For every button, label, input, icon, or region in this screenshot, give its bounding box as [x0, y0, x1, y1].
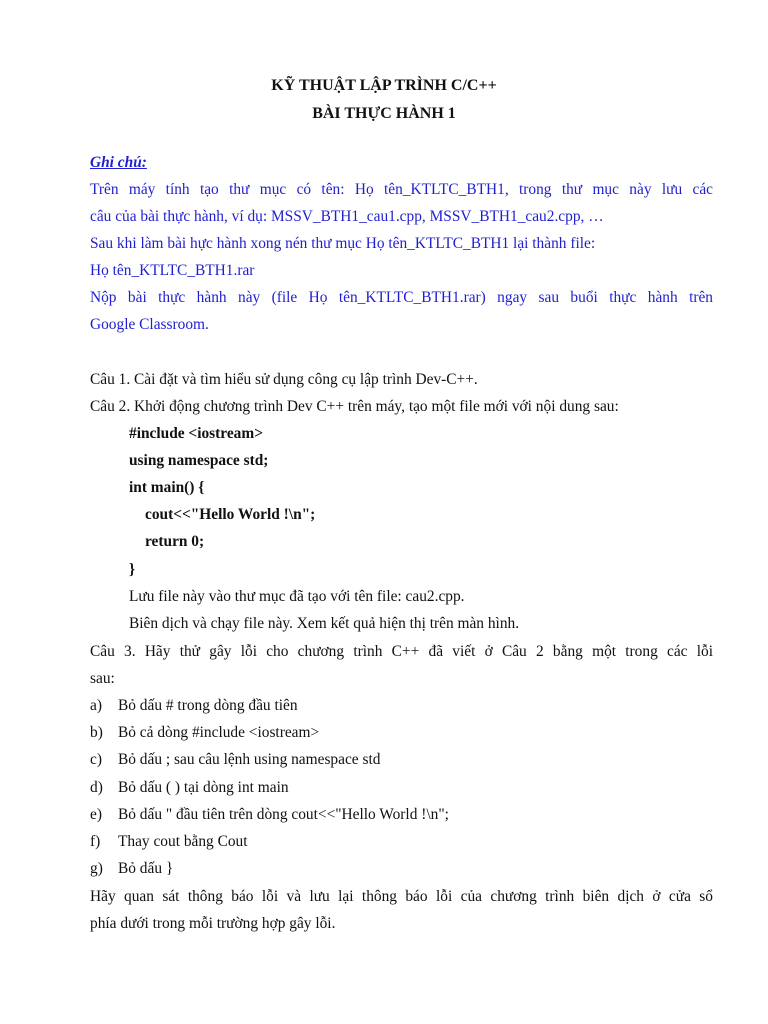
note-line-3: Sau khi làm bài hực hành xong nén thư mục Họ tên_KTLTC_BTH1 lại thành file:: [90, 235, 596, 252]
question-1: Câu 1. Cài đặt và tìm hiểu sử dụng công cụ lập trình Dev-C++.: [90, 371, 478, 388]
list-item: [90, 859, 173, 879]
code-line-3: int main() {: [129, 479, 205, 496]
q3-closing-1: Hãy quan sát thông báo lỗi và lưu lại thông báo lỗi của chương trình biên dịch ở cửa sổ: [90, 888, 713, 905]
note-line-4: Họ tên_KTLTC_BTH1.rar: [90, 262, 255, 279]
list-item: [90, 805, 449, 825]
q3-closing-2: phía dưới trong mỗi trường hợp gây lỗi.: [90, 915, 336, 932]
list-marker: e): [90, 806, 102, 823]
question-3: Câu 3. Hãy thử gây lỗi cho chương trình C++ đã viết ở Câu 2 bằng một trong các lỗi: [90, 643, 713, 660]
list-item: [90, 696, 298, 716]
note-line-1: Trên máy tính tạo thư mục có tên: Họ tên_KTLTC_BTH1, trong thư mục này lưu các: [90, 181, 713, 198]
question-3-cont: sau:: [90, 670, 115, 687]
code-line-2: using namespace std;: [129, 452, 269, 469]
list-text: Thay cout bằng Cout: [118, 833, 248, 850]
note-label: Ghi chú:: [90, 154, 147, 171]
page-subtitle: BÀI THỰC HÀNH 1: [312, 105, 456, 122]
list-marker: b): [90, 724, 103, 741]
page-title: KỸ THUẬT LẬP TRÌNH C/C++: [271, 77, 497, 94]
code-line-5: return 0;: [145, 533, 205, 550]
list-marker: c): [90, 751, 102, 768]
list-text: Bỏ dấu " đầu tiên trên dòng cout<<"Hello World !\n";: [118, 806, 449, 823]
note-line-6: Google Classroom.: [90, 316, 209, 333]
list-marker: f): [90, 833, 101, 850]
list-marker: a): [90, 697, 102, 714]
list-item: [90, 832, 248, 852]
list-text: Bỏ dấu # trong dòng đầu tiên: [118, 697, 298, 714]
list-item: [90, 723, 319, 743]
code-line-4: cout<<"Hello World !\n";: [145, 506, 316, 523]
list-text: Bỏ dấu ( ) tại dòng int main: [118, 779, 289, 796]
code-line-1: #include <iostream>: [129, 425, 263, 442]
list-text: Bỏ dấu }: [118, 860, 174, 877]
q2-after-2: Biên dịch và chạy file này. Xem kết quả hiện thị trên màn hình.: [129, 615, 520, 632]
list-item: [90, 778, 289, 798]
note-line-2: câu của bài thực hành, ví dụ: MSSV_BTH1_cau1.cpp, MSSV_BTH1_cau2.cpp, …: [90, 208, 604, 225]
code-line-6: }: [129, 561, 136, 578]
list-text: Bỏ dấu ; sau câu lệnh using namespace std: [118, 751, 381, 768]
list-text: Bỏ cả dòng #include <iostream>: [118, 724, 320, 741]
question-2: Câu 2. Khởi động chương trình Dev C++ trên máy, tạo một file mới với nội dung sau:: [90, 398, 619, 415]
list-item: [90, 750, 380, 770]
note-line-5: Nộp bài thực hành này (file Họ tên_KTLTC_BTH1.rar) ngay sau buổi thực hành trên: [90, 289, 713, 306]
list-marker: g): [90, 860, 103, 877]
q2-after-1: Lưu file này vào thư mục đã tạo với tên file: cau2.cpp.: [129, 588, 465, 605]
list-marker: d): [90, 779, 103, 796]
